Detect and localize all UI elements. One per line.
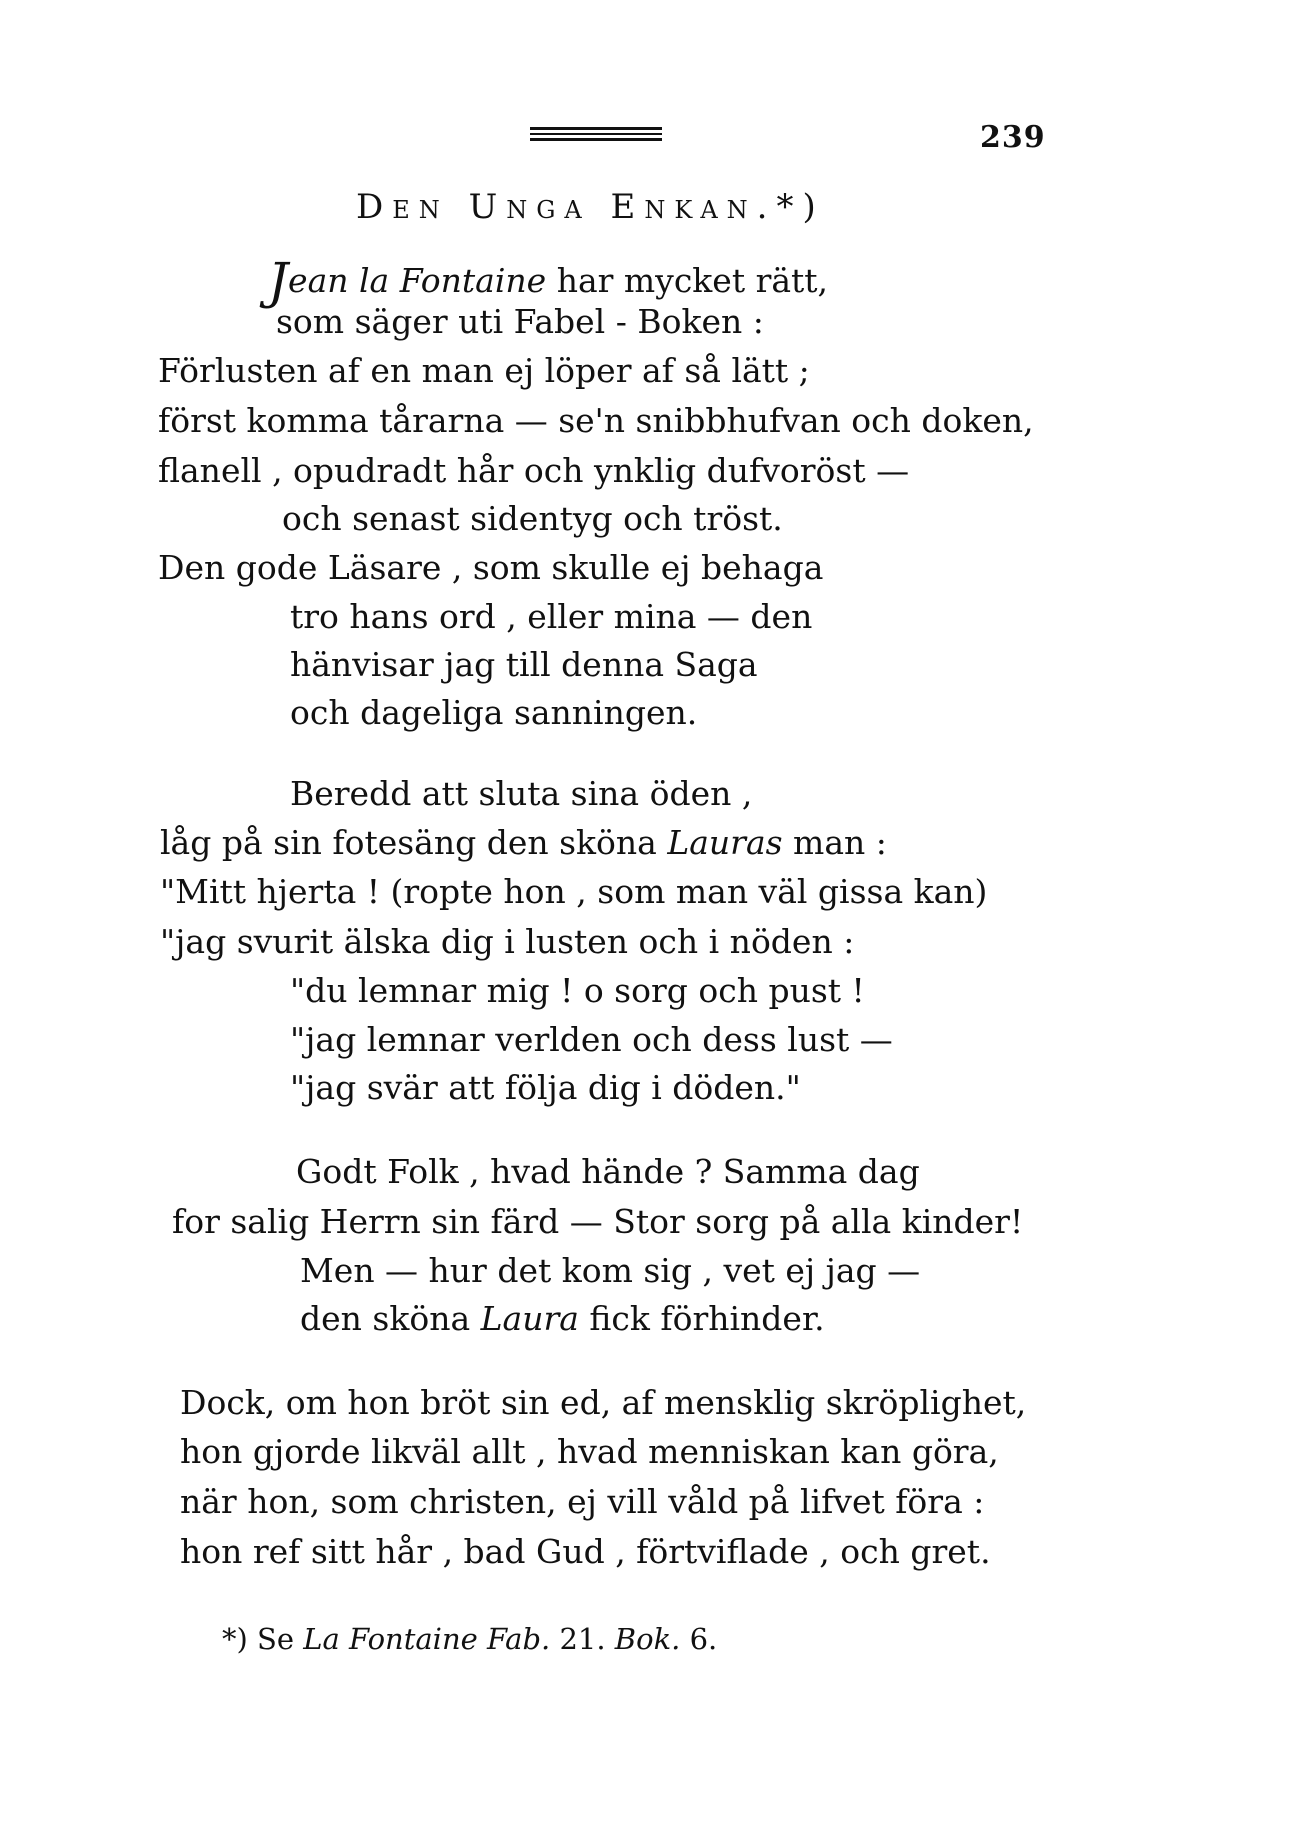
stanza4-line4: hon ref sitt hår , bad Gud , förtviflade , och gret. bbox=[180, 1532, 991, 1571]
stanza3-line4-start: den sköna bbox=[300, 1299, 481, 1338]
stanza1-line1 bbox=[268, 252, 829, 310]
stanza3-line4 bbox=[300, 1299, 825, 1338]
stanza2-line5: "du lemnar mig ! o sorg och pust ! bbox=[290, 971, 865, 1010]
footnote-middle: 21. bbox=[550, 1622, 615, 1656]
stanza1-line7: Den gode Läsare , som skulle ej behaga bbox=[158, 548, 824, 587]
stanza2-line7: "jag svär att följa dig i döden." bbox=[290, 1068, 801, 1107]
stanza1-line4: först komma tårarna — se'n snibbhufvan och doken, bbox=[158, 401, 1034, 440]
stanza1-line1-rest: har mycket rätt, bbox=[546, 261, 829, 300]
stanza2-line2 bbox=[160, 823, 887, 862]
footnote-italic-2: Bok. bbox=[614, 1622, 681, 1656]
stanza3-line4-italic: Laura bbox=[480, 1299, 579, 1338]
stanza2-line2-start: låg på sin fotesäng den sköna bbox=[160, 823, 668, 862]
footnote-marker: *) Se bbox=[222, 1622, 304, 1656]
footnote-end: 6. bbox=[680, 1622, 718, 1656]
footnote bbox=[222, 1622, 717, 1656]
stanza3-line4-end: fick förhinder. bbox=[578, 1299, 825, 1338]
header-rule bbox=[530, 127, 662, 141]
stanza3-line3: Men — hur det kom sig , vet ej jag — bbox=[300, 1251, 921, 1290]
stanza2-line2-italic: Lauras bbox=[667, 823, 783, 862]
stanza1-line10: och dageliga sanningen. bbox=[290, 693, 698, 732]
stanza2-line6: "jag lemnar verlden och dess lust — bbox=[290, 1020, 893, 1059]
stanza1-line8: tro hans ord , eller mina — den bbox=[290, 597, 813, 636]
stanza1-line1-italic: ean la Fontaine bbox=[288, 261, 547, 300]
footnote-italic-1: La Fontaine Fab. bbox=[303, 1622, 551, 1656]
stanza4-line1: Dock, om hon bröt sin ed, af mensklig skröplighet, bbox=[180, 1383, 1027, 1422]
stanza1-line3: Förlusten af en man ej löper af så lätt ; bbox=[158, 351, 810, 390]
stanza3-line2: for salig Herrn sin färd — Stor sorg på alla kinder! bbox=[172, 1202, 1024, 1241]
stanza1-line5: flanell , opudradt hår och ynklig dufvoröst — bbox=[158, 451, 910, 490]
stanza2-line3: "Mitt hjerta ! (ropte hon , som man väl gissa kan) bbox=[160, 872, 988, 911]
stanza1-line9: hänvisar jag till denna Saga bbox=[290, 645, 758, 684]
poem-title: Den Unga Enkan.*) bbox=[356, 187, 825, 227]
stanza4-line2: hon gjorde likväl allt , hvad menniskan kan göra, bbox=[180, 1432, 999, 1471]
drop-cap: J bbox=[268, 252, 289, 310]
stanza2-line1: Beredd att sluta sina öden , bbox=[290, 774, 753, 813]
stanza1-line6: och senast sidentyg och tröst. bbox=[282, 499, 783, 538]
stanza4-line3: när hon, som christen, ej vill våld på lifvet föra : bbox=[180, 1482, 985, 1521]
stanza2-line4: "jag svurit älska dig i lusten och i nöden : bbox=[160, 922, 855, 961]
page-number: 239 bbox=[980, 120, 1046, 155]
stanza2-line2-end: man : bbox=[782, 823, 887, 862]
stanza3-line1: Godt Folk , hvad hände ? Samma dag bbox=[296, 1152, 920, 1191]
stanza1-line2: som säger uti Fabel - Boken : bbox=[276, 302, 764, 341]
